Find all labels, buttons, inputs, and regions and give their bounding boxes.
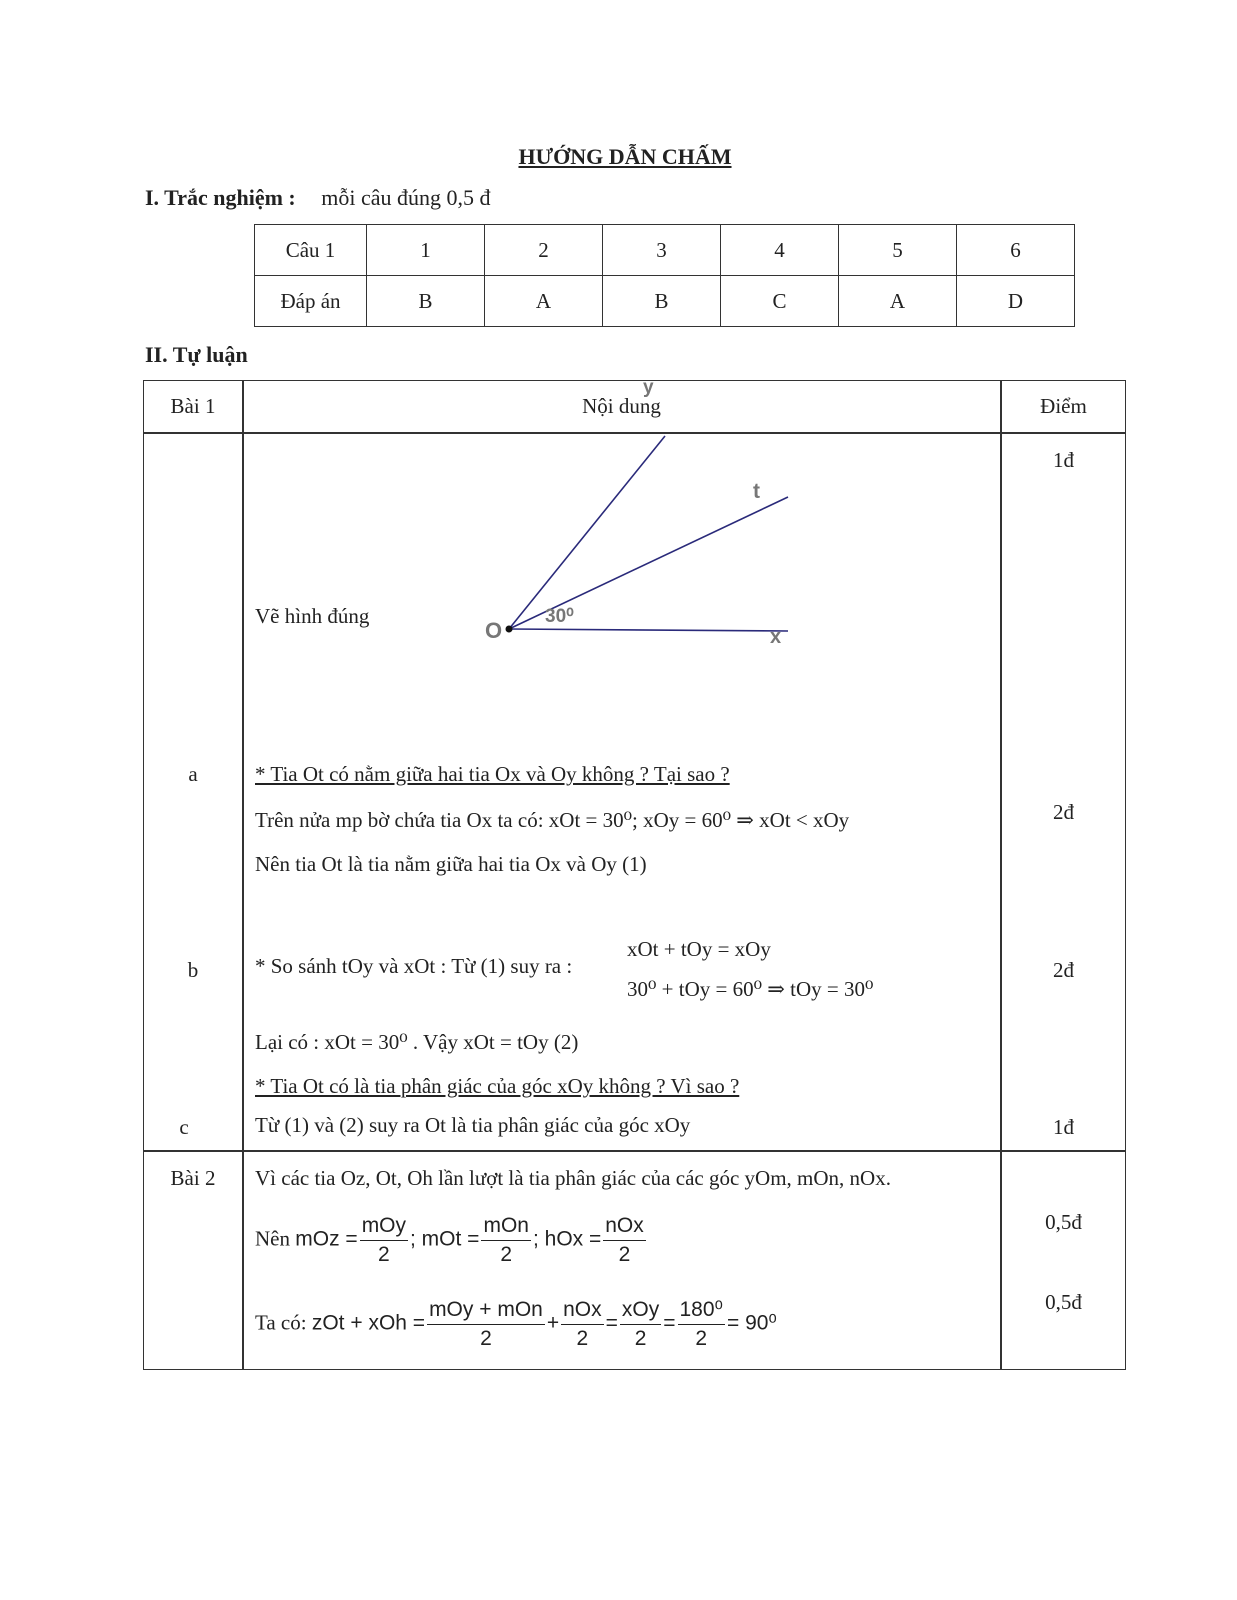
label-angle: 30⁰ — [545, 606, 574, 627]
bai-2-plus: + — [546, 1311, 560, 1335]
header-diem: Điểm — [1040, 394, 1087, 418]
label-o: O — [485, 618, 503, 643]
fraction-nox-2-num: nOx — [561, 1296, 604, 1325]
bai-2-eq-1: = — [605, 1311, 618, 1335]
bai-2-label: Bài 2 — [170, 1166, 216, 1190]
fraction-moy-den: 2 — [378, 1243, 390, 1266]
section-1-title: I. Trắc nghiệm : — [145, 185, 296, 210]
ray-ox — [509, 629, 788, 631]
fraction-moy-num: mOy — [360, 1212, 408, 1241]
bai-2-lhs: zOt + xOh = — [311, 1311, 426, 1335]
bai-2-nen: Nên — [255, 1226, 290, 1251]
bai-2-line-3 — [255, 1296, 777, 1353]
answer-table — [254, 224, 1075, 327]
answer-number-6: 6 — [957, 225, 1075, 276]
fraction-180 — [678, 1296, 725, 1353]
part-b-question: * So sánh tOy và xOt : Từ (1) suy ra : — [255, 954, 573, 978]
section-1-heading — [145, 185, 491, 211]
fraction-nox-den: 2 — [618, 1243, 631, 1266]
fraction-xoy-num: xOy — [620, 1296, 661, 1325]
essay-table-divider-1 — [242, 380, 244, 1370]
part-c-label: c — [179, 1115, 189, 1139]
essay-table-row-rule — [143, 1150, 1126, 1152]
bai-2-result: = 90⁰ — [726, 1311, 777, 1335]
fraction-mon-num: mOn — [481, 1212, 531, 1241]
part-a-score: 2đ — [1053, 800, 1074, 824]
bai-2-line-1: Vì các tia Oz, Ot, Oh lần lượt là tia phân giác của các góc yOm, mOn, nOx. — [255, 1166, 891, 1190]
bai-2-mot: ; mOt = — [410, 1227, 480, 1251]
answer-table-row-answers — [255, 276, 1075, 327]
point-o — [506, 626, 513, 633]
section-1-note: mỗi câu đúng 0,5 đ — [321, 185, 491, 210]
figure-caption: Vẽ hình đúng — [255, 604, 370, 628]
answer-number-3: 3 — [603, 225, 721, 276]
angle-figure — [473, 432, 813, 662]
label-t: t — [753, 480, 760, 503]
answer-letter-5: A — [839, 276, 957, 327]
fraction-xoy-den: 2 — [634, 1327, 647, 1350]
answer-table-label-dapan: Đáp án — [255, 276, 367, 327]
part-b-line-3: Lại có : xOt = 30⁰ . Vậy xOt = tOy (2) — [255, 1030, 579, 1054]
page-title: HƯỚNG DẪN CHẤM — [518, 144, 732, 169]
answer-table-row-questions — [255, 225, 1075, 276]
part-a-line-2: Nên tia Ot là tia nằm giữa hai tia Ox và Oy (1) — [255, 852, 647, 876]
part-a-line-1: Trên nửa mp bờ chứa tia Ox ta có: xOt = 30⁰; xOy = 60⁰ ⇒ xOt < xOy — [255, 808, 850, 832]
answer-letter-3: B — [603, 276, 721, 327]
part-b-score: 2đ — [1053, 958, 1074, 982]
bai-2-score-1: 0,5đ — [1045, 1210, 1082, 1234]
score-figure: 1đ — [1053, 448, 1074, 472]
part-c-question: * Tia Ot có là tia phân giác của góc xOy không ? Vì sao ? — [255, 1074, 740, 1098]
part-a-label: a — [188, 762, 198, 786]
label-y: y — [643, 377, 654, 398]
answer-letter-4: C — [721, 276, 839, 327]
section-2-title: II. Tự luận — [145, 342, 248, 367]
essay-table — [143, 377, 1126, 1370]
fraction-nox-num: nOx — [603, 1212, 646, 1241]
answer-letter-1: B — [367, 276, 485, 327]
fraction-180-den: 2 — [695, 1327, 708, 1350]
part-b-eq-1: xOt + tOy = xOy — [627, 937, 771, 961]
answer-number-4: 4 — [721, 225, 839, 276]
part-c-score: 1đ — [1053, 1115, 1074, 1139]
part-a-question: * Tia Ot có nằm giữa hai tia Ox và Oy không ? Tại sao ? — [255, 762, 730, 786]
part-c-line: Từ (1) và (2) suy ra Ot là tia phân giác của góc xOy — [255, 1113, 691, 1137]
fraction-mon — [481, 1212, 531, 1269]
fraction-moy-mon-den: 2 — [480, 1327, 492, 1350]
ray-oy — [509, 436, 665, 629]
fraction-180-num: 180⁰ — [678, 1296, 725, 1325]
bai-2-taco: Ta có: — [255, 1310, 307, 1335]
part-b-eq-2: 30⁰ + tOy = 60⁰ ⇒ tOy = 30⁰ — [627, 977, 874, 1001]
bai-2-score-2: 0,5đ — [1045, 1290, 1082, 1314]
bai-2-eq-2: = — [663, 1311, 676, 1335]
fraction-mon-den: 2 — [500, 1243, 513, 1266]
fraction-moy — [360, 1212, 408, 1269]
answer-number-5: 5 — [839, 225, 957, 276]
header-bai: Bài 1 — [170, 394, 216, 418]
header-noi-dung: Nội dung — [582, 394, 661, 418]
answer-number-2: 2 — [485, 225, 603, 276]
fraction-nox — [603, 1212, 646, 1269]
answer-number-1: 1 — [367, 225, 485, 276]
fraction-nox-2-den: 2 — [576, 1327, 589, 1350]
answer-table-label-cau: Câu 1 — [255, 225, 367, 276]
label-x: x — [770, 626, 782, 648]
bai-2-hox: ; hOx = — [532, 1227, 602, 1251]
bai-2-line-2 — [255, 1212, 648, 1269]
part-b-label: b — [187, 958, 199, 982]
fraction-xoy — [620, 1296, 661, 1353]
fraction-moy-mon — [427, 1296, 545, 1353]
answer-letter-2: A — [485, 276, 603, 327]
fraction-nox-2 — [561, 1296, 604, 1353]
answer-letter-6: D — [957, 276, 1075, 327]
fraction-moy-mon-num: mOy + mOn — [427, 1296, 545, 1325]
bai-2-moz: mOz = — [295, 1227, 358, 1251]
